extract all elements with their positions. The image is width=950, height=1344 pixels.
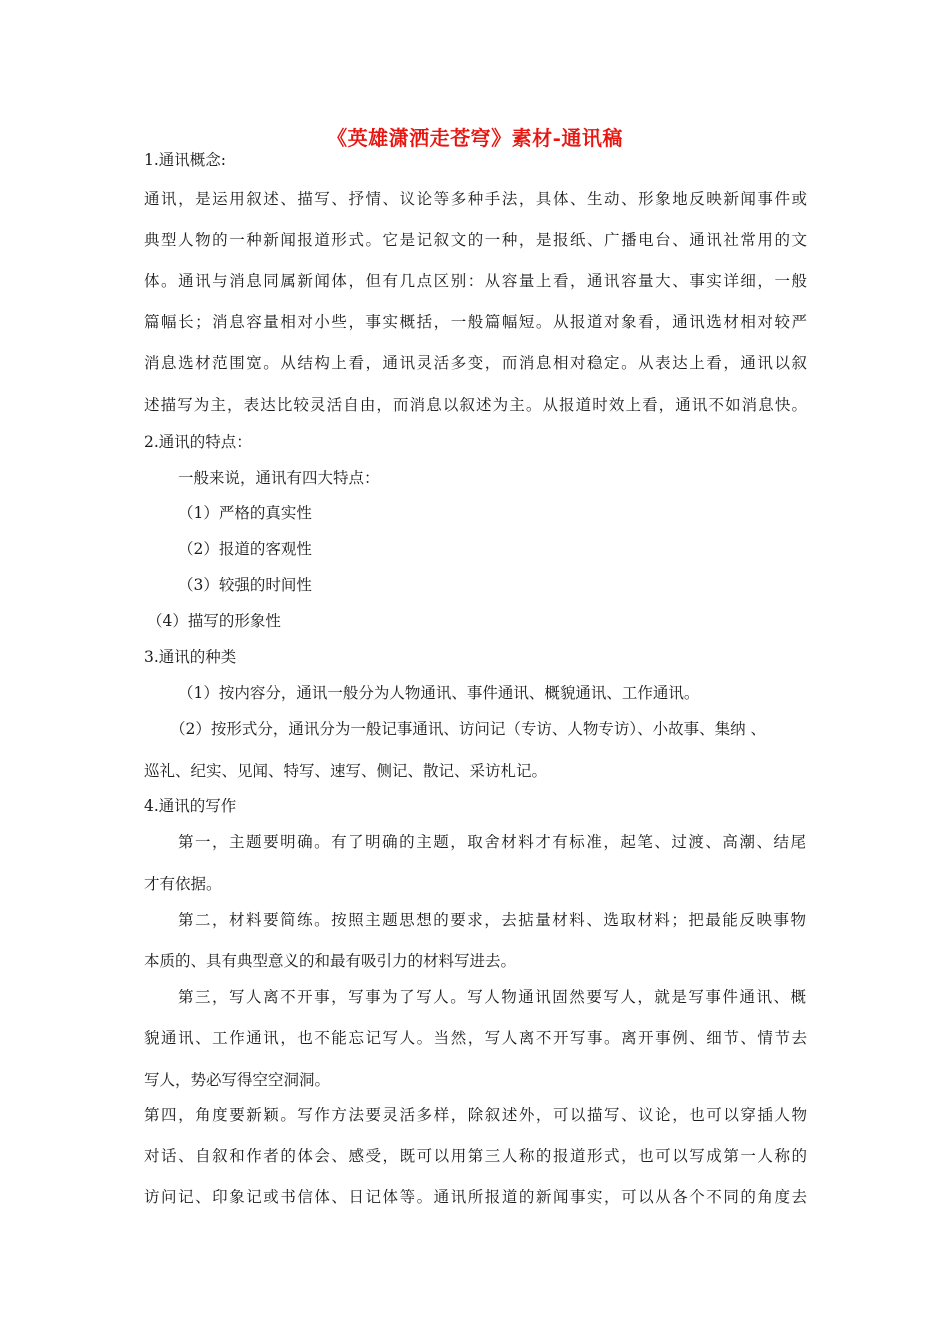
paragraph-line: 述描写为主，表达比较灵活自由，而消息以叙述为主。从报道时效上看，通讯不如消息快。 xyxy=(144,396,807,414)
paragraph-line: 一般来说，通讯有四大特点： xyxy=(178,469,380,487)
paragraph-line: 才有依据。 xyxy=(144,875,222,893)
document-title: 《英雄潇洒走苍穹》素材-通讯稿 xyxy=(327,126,623,150)
list-item: （1）严格的真实性 xyxy=(178,504,312,522)
paragraph-line: 第三，写人离不开事，写事为了写人。写人物通讯固然要写人，就是写事件通讯、概 xyxy=(178,988,806,1006)
section-heading-writing: 4.通讯的写作 xyxy=(144,797,237,815)
paragraph-line: 访问记、印象记或书信体、日记体等。通讯所报道的新闻事实，可以从各个不同的角度去 xyxy=(144,1188,807,1206)
paragraph-line: 貌通讯、工作通讯，也不能忘记写人。当然，写人离不开写事。离开事例、细节、情节去 xyxy=(144,1029,807,1047)
paragraph-line: 本质的、具有典型意义的和最有吸引力的材料写进去。 xyxy=(144,952,517,970)
section-heading-concept: 1.通讯概念: xyxy=(144,151,227,169)
paragraph-line: （2）按形式分，通讯分为一般记事通讯、访问记（专访、人物专访）、小故事、集纳 、 xyxy=(170,720,767,738)
paragraph-line: 篇幅长；消息容量相对小些，事实概括，一般篇幅短。从报道对象看，通讯选材相对较严 xyxy=(144,313,807,331)
paragraph-line: 第一，主题要明确。有了明确的主题，取舍材料才有标准，起笔、过渡、高潮、结尾 xyxy=(178,833,806,851)
paragraph-line: 消息选材范围宽。从结构上看，通讯灵活多变，而消息相对稳定。从表达上看，通讯以叙 xyxy=(144,354,807,372)
paragraph-line: 典型人物的一种新闻报道形式。它是记叙文的一种，是报纸、广播电台、通讯社常用的文 xyxy=(144,231,807,249)
list-item: （2）报道的客观性 xyxy=(178,540,312,558)
paragraph-line: 体。通讯与消息同属新闻体，但有几点区别：从容量上看，通讯容量大、事实详细，一般 xyxy=(144,272,807,290)
paragraph-line: 对话、自叙和作者的体会、感受，既可以用第三人称的报道形式，也可以写成第一人称的 xyxy=(144,1147,807,1165)
paragraph-line: 巡礼、纪实、见闻、特写、速写、侧记、散记、采访札记。 xyxy=(144,762,548,780)
paragraph-line: 第四，角度要新颖。写作方法要灵活多样，除叙述外，可以描写、议论，也可以穿插人物 xyxy=(144,1106,807,1124)
paragraph-line: 第二，材料要简练。按照主题思想的要求，去掂量材料、选取材料；把最能反映事物 xyxy=(178,911,806,929)
list-item: （3）较强的时间性 xyxy=(178,576,312,594)
list-item: （4）描写的形象性 xyxy=(147,612,281,630)
paragraph-line: 写人，势必写得空空洞洞。 xyxy=(144,1071,331,1089)
section-heading-types: 3.通讯的种类 xyxy=(144,648,237,666)
paragraph-line: （1）按内容分，通讯一般分为人物通讯、事件通讯、概貌通讯、工作通讯。 xyxy=(178,684,700,702)
section-heading-features: 2.通讯的特点： xyxy=(144,433,252,451)
paragraph-line: 通讯，是运用叙述、描写、抒情、议论等多种手法，具体、生动、形象地反映新闻事件或 xyxy=(144,190,807,208)
